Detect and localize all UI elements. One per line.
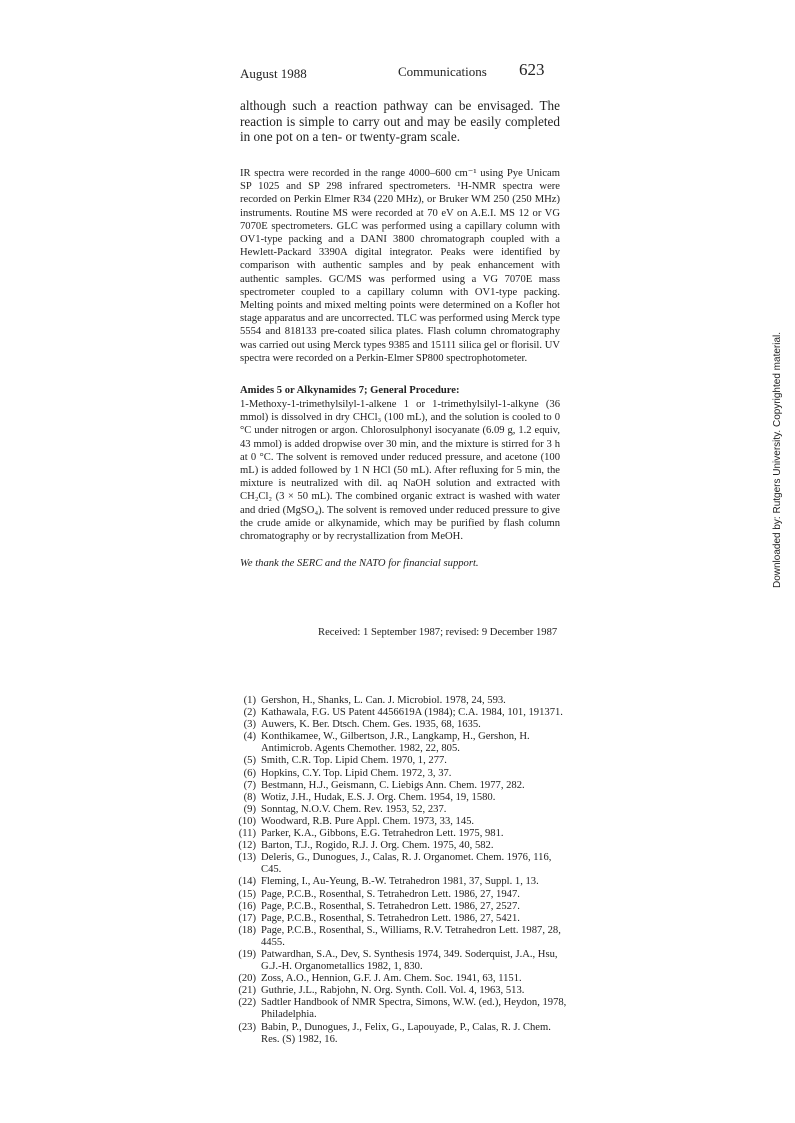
reference-text: Bestmann, H.J., Geismann, C. Liebigs Ann. Chem. 1977, 282. bbox=[261, 779, 525, 791]
reference-item bbox=[232, 997, 567, 1021]
reference-item bbox=[232, 840, 567, 852]
reference-number: (9) bbox=[243, 803, 256, 815]
reference-item bbox=[232, 828, 567, 840]
reference-text: Page, P.C.B., Rosenthal, S. Tetrahedron Lett. 1986, 27, 1947. bbox=[261, 888, 520, 900]
reference-number: (13) bbox=[238, 852, 256, 864]
reference-number: (23) bbox=[238, 1021, 256, 1033]
reference-item bbox=[232, 755, 567, 767]
page-number: 623 bbox=[519, 60, 545, 79]
reference-item bbox=[232, 731, 567, 755]
reference-text: Patwardhan, S.A., Dev, S. Synthesis 1974, 349. Soderquist, J.A., Hsu, G.J.-H. Organometallics 1982, 1, 830. bbox=[261, 948, 558, 973]
reference-text: Page, P.C.B., Rosenthal, S. Tetrahedron Lett. 1986, 27, 5421. bbox=[261, 912, 520, 924]
reference-number: (18) bbox=[238, 924, 256, 936]
reference-item bbox=[232, 804, 567, 816]
reference-text: Wotiz, J.H., Hudak, E.S. J. Org. Chem. 1954, 19, 1580. bbox=[261, 791, 496, 803]
reference-item bbox=[232, 985, 567, 997]
reference-number: (5) bbox=[243, 755, 256, 767]
reference-number: (1) bbox=[243, 695, 256, 706]
reference-number: (19) bbox=[238, 948, 256, 960]
reference-item bbox=[232, 816, 567, 828]
reference-text: Sadtler Handbook of NMR Spectra, Simons, W.W. (ed.), Heydon, 1978, Philadelphia. bbox=[261, 997, 567, 1021]
reference-text: Page, P.C.B., Rosenthal, S. Tetrahedron Lett. 1986, 27, 2527. bbox=[261, 900, 520, 912]
reference-text: Hopkins, C.Y. Top. Lipid Chem. 1972, 3, 37. bbox=[261, 767, 452, 779]
reference-item bbox=[232, 913, 567, 925]
reference-item bbox=[232, 949, 567, 973]
reference-text: Guthrie, J.L., Rabjohn, N. Org. Synth. Coll. Vol. 4, 1963, 513. bbox=[261, 985, 525, 997]
reference-number: (10) bbox=[238, 815, 256, 827]
reference-text: Barton, T.J., Rogido, R.J. J. Org. Chem. 1975, 40, 582. bbox=[261, 840, 494, 852]
reference-text: Gershon, H., Shanks, L. Can. J. Microbiol. 1978, 24, 593. bbox=[261, 695, 506, 706]
reference-item bbox=[232, 695, 567, 707]
reference-item bbox=[232, 876, 567, 888]
reference-number: (11) bbox=[238, 828, 256, 840]
reference-number: (14) bbox=[238, 876, 256, 888]
received-dates: Received: 1 September 1987; revised: 9 December 1987 bbox=[318, 627, 558, 638]
acknowledgement: We thank the SERC and the NATO for financial support. bbox=[240, 558, 479, 569]
reference-number: (22) bbox=[238, 997, 256, 1009]
reference-text: Deleris, G., Dunogues, J., Calas, R. J. Organomet. Chem. 1976, 116, C45. bbox=[261, 852, 552, 876]
reference-item bbox=[232, 707, 567, 719]
reference-number: (15) bbox=[238, 888, 256, 900]
reference-text: Parker, K.A., Gibbons, E.G. Tetrahedron Lett. 1975, 981. bbox=[261, 828, 504, 840]
reference-item bbox=[232, 719, 567, 731]
reference-item bbox=[232, 792, 567, 804]
reference-item bbox=[232, 889, 567, 901]
reference-item bbox=[232, 901, 567, 913]
header-date: August 1988 bbox=[240, 66, 307, 81]
reference-number: (8) bbox=[243, 791, 256, 803]
reference-number: (20) bbox=[238, 973, 256, 985]
reference-number: (2) bbox=[243, 707, 256, 719]
experimental-paragraph: IR spectra were recorded in the range 4000–600 cm⁻¹ using Pye Unicam SP 1025 and SP 298 infrared spectrometers. ¹H-NMR spectra were recorded on Perkin Elmer R34 (220 MHz), or Bruker WM 250 (250 MHz) instruments. Routine MS were recorded at 70 eV on A.E.I. MS 12 or VG 7070E spectrometers. GLC was performed using a capillary column with OV1-type packing and a DANI 3800 chromatograph coupled with a Hewlett-Packard 3390A digital integrator. Peaks were identified by comparison with authentic samples and by peak enhancement with authentic samples. GC/MS was performed using a VG 7070E mass spectrometer coupled to a capillary column with OV1-type packing. Melting points and mixed melting points were determined on a Kofler hot stage apparatus and are uncorrected. TLC was performed using Merck type 5554 and 818133 pre-coated silica plates. Flash column chromatography was carried out using Merck types 9385 and 15111 silica gel or florisil. UV spectra were recorded on a Perkin-Elmer SP800 spectrophotometer. bbox=[240, 168, 560, 364]
reference-number: (3) bbox=[243, 719, 256, 731]
intro-paragraph: although such a reaction pathway can be envisaged. The reaction is simple to carry out and may be easily completed in one pot on a ten- or twenty-gram scale. bbox=[240, 98, 560, 144]
reference-number: (16) bbox=[238, 900, 256, 912]
reference-item bbox=[232, 768, 567, 780]
reference-item bbox=[232, 973, 567, 985]
reference-text: Babin, P., Dunogues, J., Felix, G., Lapouyade, P., Calas, R. J. Chem. Res. (S) 1982, 16. bbox=[261, 1021, 551, 1045]
reference-text: Sonntag, N.O.V. Chem. Rev. 1953, 52, 237. bbox=[261, 803, 447, 815]
reference-text: Zoss, A.O., Hennion, G.F. J. Am. Chem. Soc. 1941, 63, 1151. bbox=[261, 973, 522, 985]
download-notice: Downloaded by: Rutgers University. Copyrighted material. bbox=[772, 331, 783, 589]
reference-text: Page, P.C.B., Rosenthal, S., Williams, R.V. Tetrahedron Lett. 1987, 28, 4455. bbox=[261, 924, 561, 948]
reference-number: (21) bbox=[238, 985, 256, 997]
reference-text: Fleming, I., Au-Yeung, B.-W. Tetrahedron 1981, 37, Suppl. 1, 13. bbox=[261, 876, 539, 888]
reference-item bbox=[232, 852, 567, 876]
reference-item bbox=[232, 925, 567, 949]
header-section: Communications bbox=[398, 64, 487, 79]
reference-number: (7) bbox=[243, 779, 256, 791]
reference-text: Kathawala, F.G. US Patent 4456619A (1984); C.A. 1984, 101, 191371. bbox=[261, 707, 563, 719]
reference-item bbox=[232, 1022, 567, 1046]
reference-list bbox=[232, 695, 567, 1046]
reference-text: Smith, C.R. Top. Lipid Chem. 1970, 1, 277. bbox=[261, 755, 447, 767]
reference-number: (12) bbox=[238, 840, 256, 852]
reference-text: Auwers, K. Ber. Dtsch. Chem. Ges. 1935, 68, 1635. bbox=[261, 719, 481, 731]
reference-number: (4) bbox=[243, 731, 256, 743]
reference-number: (6) bbox=[243, 767, 256, 779]
procedure-title: Amides 5 or Alkynamides 7; General Procedure: bbox=[240, 385, 460, 396]
reference-item bbox=[232, 780, 567, 792]
procedure-paragraph: 1-Methoxy-1-trimethylsilyl-1-alkene 1 or 1-trimethylsilyl-1-alkyne (36 mmol) is dissolved in dry CHCl₃ (100 mL), and the solution is cooled to 0 °C under nitrogen or argon. Chlorosulphonyl isocyanate (6.09 g, 1.2 equiv, 43 mmol) is added dropwise over 30 min, and the mixture is stirred for 3 h at 0 °C. The solvent is removed under reduced pressure, and acetone (100 mL) is added followed by 1 N HCl (50 mL). After refluxing for 5 min, the mixture is neutralized with dil. aq NaOH solution and extracted with CH₂Cl₂ (3 × 50 mL). The combined organic extract is washed with water and dried (MgSO₄). The solvent is removed under reduced pressure to give the crude amide or alkynamide, which may be purified by flash column chromatography or by recrystallization from MeOH. bbox=[240, 399, 560, 543]
reference-text: Woodward, R.B. Pure Appl. Chem. 1973, 33, 145. bbox=[261, 815, 475, 827]
reference-number: (17) bbox=[238, 912, 256, 924]
reference-text: Konthikamee, W., Gilbertson, J.R., Langkamp, H., Gershon, H. Antimicrob. Agents Chemother. 1982, 22, 805. bbox=[261, 731, 530, 755]
